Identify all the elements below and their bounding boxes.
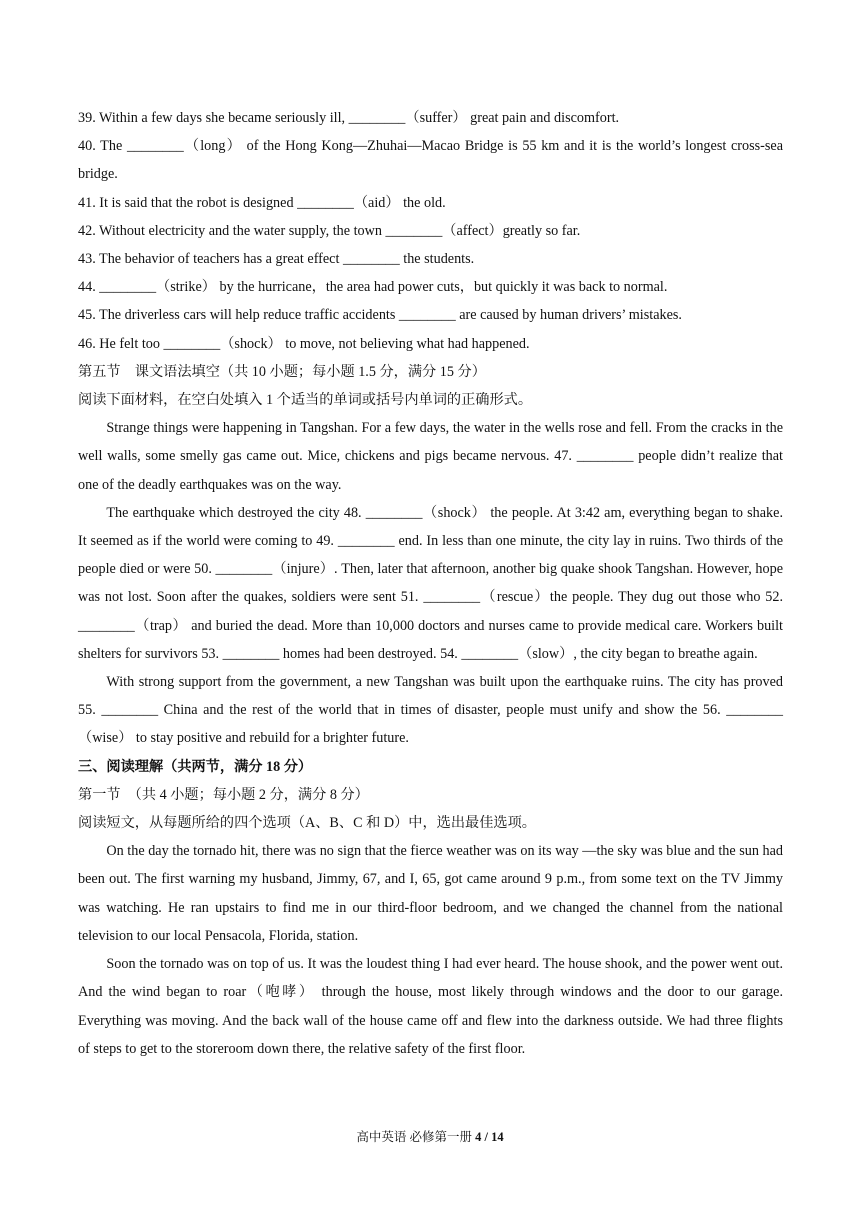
- footer-title: 高中英语 必修第一册: [356, 1130, 473, 1144]
- question-46: 46. He felt too ________（shock） to move, not believing what had happened.: [78, 335, 530, 352]
- question-40: 40. The ________（long） of the Hong Kong—Zhuhai—Macao Bridge is 55 km and it is the world’s longest cross-sea bridge.: [78, 138, 783, 183]
- question-44: 44. ________（strike） by the hurricane，the area had power cuts，but quickly it was back to normal.: [78, 279, 668, 296]
- tangshan-paragraph-3: With strong support from the government, a new Tangshan was built upon the earthquake ruins. The city has proved 55. ________ China and the rest of the world that in times of disaster, people must unify and show the 56. ________（wise） to stay positive and rebuild for a brighter future.: [78, 674, 783, 747]
- page-footer: [0, 1127, 860, 1145]
- question-43: 43. The behavior of teachers has a great effect ________ the students.: [78, 251, 475, 268]
- tornado-paragraph-2: Soon the tornado was on top of us. It was the loudest thing I had ever heard. The house shook, and the power went out. And the wind began to roar（咆哮） through the house, most likely through windows and the door to our garage. Everything was moving. And the back wall of the house came off and flew into the darkness outside. We had three flights of steps to get to the storeroom down there, the relative safety of the first floor.: [78, 956, 783, 1057]
- page-number: 4 / 14: [475, 1130, 504, 1144]
- question-39: 39. Within a few days she became seriously ill, ________（suffer） great pain and discomfort.: [78, 110, 620, 126]
- part3-instruction: 阅读短文，从每题所给的四个选项（A、B、C 和 D）中，选出最佳选项。: [78, 815, 536, 832]
- question-41: 41. It is said that the robot is designed ________（aid） the old.: [78, 194, 446, 211]
- worksheet-page: [78, 104, 783, 1063]
- section5-instruction: 阅读下面材料，在空白处填入 1 个适当的单词或括号内单词的正确形式。: [78, 392, 533, 409]
- question-42: 42. Without electricity and the water supply, the town ________（affect）greatly so far.: [78, 222, 581, 239]
- tangshan-paragraph-1: Strange things were happening in Tangshan. For a few days, the water in the wells rose and fell. From the cracks in the well walls, some smelly gas came out. Mice, chickens and pigs became nervous. 47. ________ people didn’t realize that one of the deadly earthquakes was on the way.: [78, 420, 783, 493]
- section5-heading: 第五节 课文语法填空（共 10 小题；每小题 1.5 分，满分 15 分）: [78, 363, 486, 380]
- part3-heading: 三、阅读理解（共两节，满分 18 分）: [78, 758, 313, 775]
- tangshan-paragraph-2: The earthquake which destroyed the city 48. ________（shock） the people. At 3:42 am, everything began to shake. It seemed as if the world were coming to 49. ________ end. In less than one minute, the city lay in ruins. Two thirds of the people died or were 50. ________（injure）. Then, later that afternoon, another big quake shook Tangshan. However, hope was not lost. Soon after the quakes, soldiers were sent 51. ________（rescue）the people. They dug out those who 52. ________（trap） and buried the dead. More than 10,000 doctors and nurses came to provide medical care. Workers built shelters for survivors 53. ________ homes had been destroyed. 54. ________（slow）, the city began to breathe again.: [78, 504, 783, 662]
- tornado-paragraph-1: On the day the tornado hit, there was no sign that the fierce weather was on its way —the sky was blue and the sun had been out. The first warning my husband, Jimmy, 67, and I, 65, got came around 9 p.m., from some text on the TV Jimmy was watching. He ran upstairs to find me in our third-floor bedroom, and we changed the channel from the national television to our local Pensacola, Florida, station.: [78, 843, 783, 944]
- part3-subheading: 第一节 （共 4 小题；每小题 2 分，满分 8 分）: [78, 786, 369, 803]
- question-45: 45. The driverless cars will help reduce traffic accidents ________ are caused by human drivers’ mistakes.: [78, 307, 682, 324]
